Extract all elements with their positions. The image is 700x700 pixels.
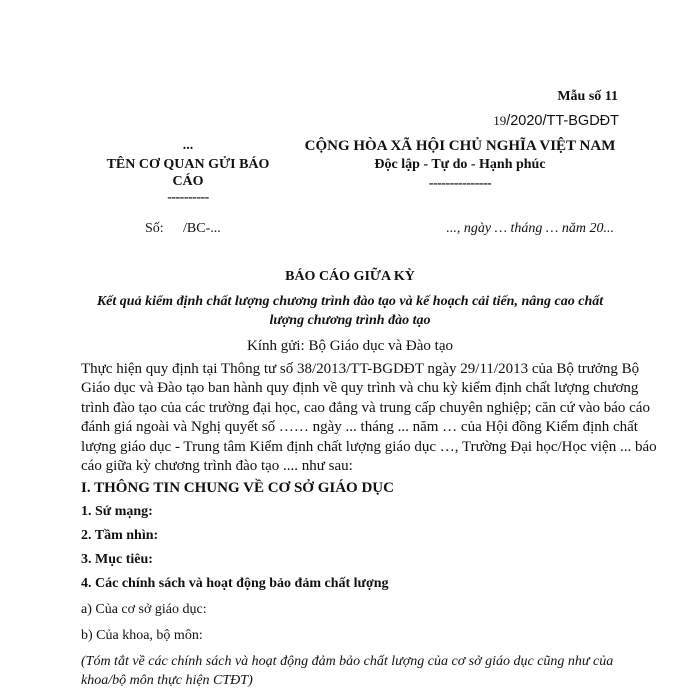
- intro-line: Thực hiện quy định tại Thông tư số 38/2013/TT-BGDĐT ngày 29/11/2013 của Bộ trưởng Bộ: [81, 361, 640, 377]
- form-number: Mẫu số 11: [557, 89, 618, 104]
- report-subtitle-line1: Kết quả kiểm định chất lượng chương trình đào tạo và kế hoạch cải tiến, nâng cao chất: [96, 294, 604, 309]
- recipient-line: Kính gửi: Bộ Giáo dục và Đào tạo: [246, 338, 453, 354]
- objectives-item: 3. Mục tiêu:: [81, 552, 153, 567]
- document-number-value: /BC-...: [183, 221, 221, 236]
- report-title: BÁO CÁO GIỮA KỲ: [285, 269, 415, 284]
- report-subtitle-line2: lượng chương trình đào tạo: [269, 313, 431, 328]
- motto-rule: ---------------: [428, 176, 492, 191]
- circular-number: /2020/TT-BGDĐT: [506, 113, 619, 129]
- agency-name-line1: TÊN CƠ QUAN GỬI BÁO: [106, 157, 270, 172]
- national-motto: Độc lập - Tự do - Hạnh phúc: [374, 157, 546, 172]
- agency-dots: ...: [182, 138, 194, 153]
- intro-line: lượng giáo dục - Trung tâm Kiểm định chất lượng giáo dục …, Trường Đại học/Học viện ... báo: [81, 439, 657, 455]
- intro-line: cáo giữa kỳ chương trình đào tạo .... như sau:: [81, 458, 353, 474]
- vision-item: 2. Tầm nhìn:: [81, 528, 159, 543]
- intro-line: Giáo dục và Đào tạo ban hành quy định về quy trình và chu kỳ kiểm định chất lượng chương: [81, 380, 639, 396]
- sub-item-faculty: b) Của khoa, bộ môn:: [81, 628, 203, 643]
- agency-rule: ----------: [167, 190, 209, 205]
- mission-item: 1. Sứ mạng:: [81, 504, 153, 519]
- circular-reference: [493, 113, 619, 130]
- circular-prefix: 19: [493, 113, 507, 128]
- intro-line: trình đào tạo của các trường đại học, cao đẳng và trung cấp chuyên nghiệp; căn cứ vào báo cáo: [81, 400, 650, 416]
- document-number-label: Số:: [145, 221, 164, 236]
- country-name: CỘNG HÒA XÃ HỘI CHỦ NGHĨA VIỆT NAM: [304, 138, 616, 154]
- intro-line: đánh giá ngoài và Nghị quyết số …… ngày ... tháng ... năm … của Hội đồng Kiểm định chất: [81, 419, 638, 435]
- agency-name-line2: CÁO: [172, 174, 204, 189]
- guidance-note-line2: khoa/bộ môn thực hiện CTĐT): [81, 673, 253, 688]
- document-date: ..., ngày … tháng … năm 20...: [446, 221, 614, 236]
- quality-policies-item: 4. Các chính sách và hoạt động bảo đảm chất lượng: [81, 576, 389, 591]
- sub-item-institution: a) Của cơ sở giáo dục:: [81, 602, 207, 617]
- guidance-note-line1: (Tóm tắt về các chính sách và hoạt động đảm bảo chất lượng của cơ sở giáo dục cũng như của: [81, 654, 614, 669]
- section-heading: I. THÔNG TIN CHUNG VỀ CƠ SỞ GIÁO DỤC: [81, 480, 394, 496]
